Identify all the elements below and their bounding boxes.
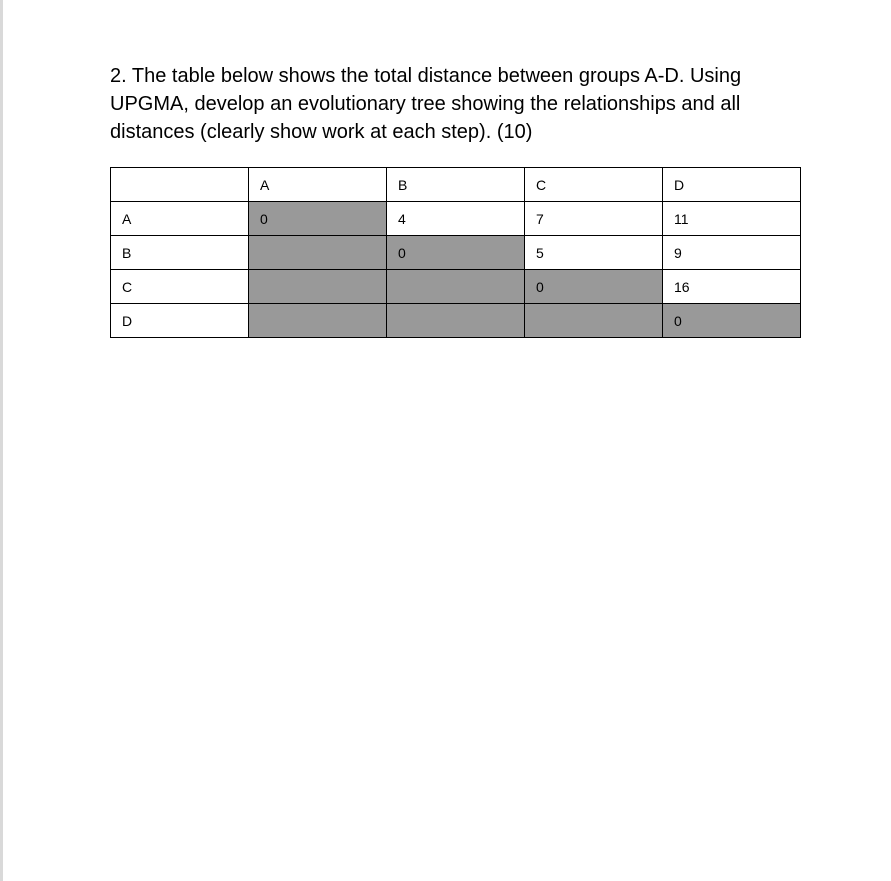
cell-b-a — [249, 236, 387, 270]
distance-matrix-table — [110, 167, 801, 338]
cell-d-c — [525, 304, 663, 338]
cell-c-c: 0 — [525, 270, 663, 304]
cell-d-a — [249, 304, 387, 338]
cell-b-c: 5 — [525, 236, 663, 270]
cell-a-d: 11 — [663, 202, 801, 236]
cell-c-b — [387, 270, 525, 304]
cell-d-d: 0 — [663, 304, 801, 338]
column-header-c: C — [525, 168, 663, 202]
table-row-c — [111, 270, 801, 304]
table-row-b — [111, 236, 801, 270]
cell-c-a — [249, 270, 387, 304]
cell-d-b — [387, 304, 525, 338]
row-header-a: A — [111, 202, 249, 236]
question-text: 2. The table below shows the total distance between groups A-D. Using UPGMA, develop an evolutionary tree showing the relationships and all distances (clearly show work at each step). (10) — [110, 65, 742, 143]
column-header-a: A — [249, 168, 387, 202]
table-corner-cell — [111, 168, 249, 202]
cell-b-d: 9 — [663, 236, 801, 270]
page-left-border — [0, 0, 3, 881]
row-header-c: C — [111, 270, 249, 304]
cell-a-a: 0 — [249, 202, 387, 236]
table-header-row — [111, 168, 801, 202]
cell-c-d: 16 — [663, 270, 801, 304]
cell-a-b: 4 — [387, 202, 525, 236]
cell-a-c: 7 — [525, 202, 663, 236]
table-row-a — [111, 202, 801, 236]
column-header-d: D — [663, 168, 801, 202]
cell-b-b: 0 — [387, 236, 525, 270]
row-header-d: D — [111, 304, 249, 338]
table-row-d — [111, 304, 801, 338]
column-header-b: B — [387, 168, 525, 202]
row-header-b: B — [111, 236, 249, 270]
